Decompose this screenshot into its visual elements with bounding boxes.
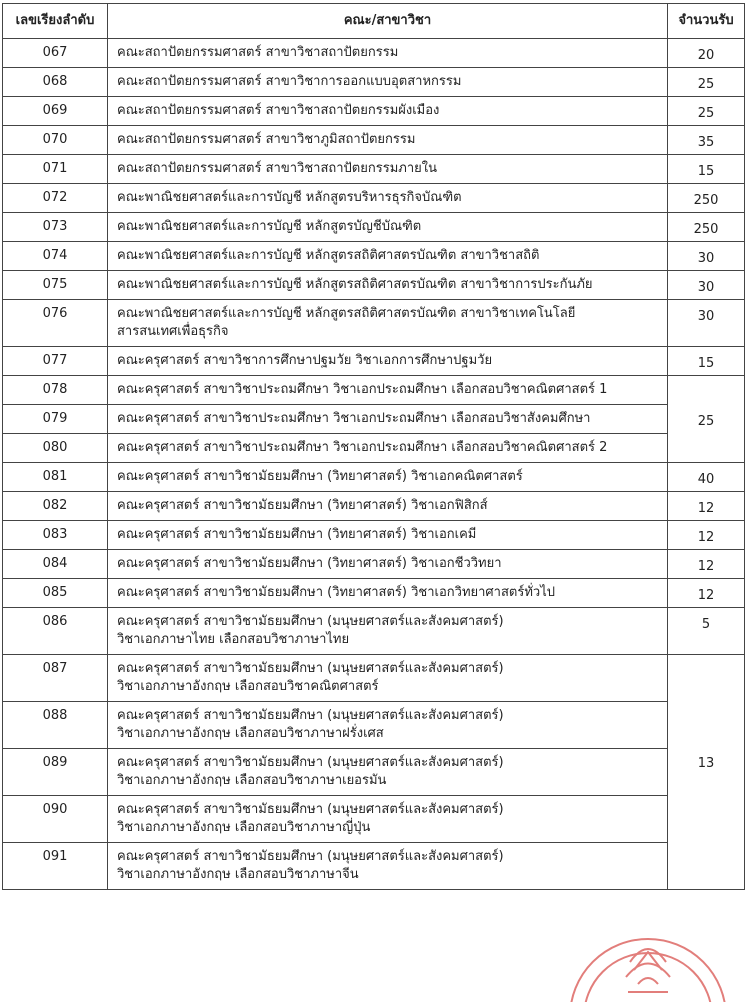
table-row xyxy=(3,242,745,271)
row-faculty: คณะสถาปัตยกรรมศาสตร์ สาขาวิชาสถาปัตยกรรมผังเมือง xyxy=(108,97,668,126)
table-row xyxy=(3,39,745,68)
row-faculty: คณะสถาปัตยกรรมศาสตร์ สาขาวิชาการออกแบบอุตสาหกรรม xyxy=(108,68,668,97)
table-row xyxy=(3,68,745,97)
row-code: 082 xyxy=(3,492,108,521)
row-seats: 30 xyxy=(668,242,745,271)
row-seats: 250 xyxy=(668,184,745,213)
row-seats: 25 xyxy=(668,68,745,97)
row-code: 085 xyxy=(3,579,108,608)
table-row xyxy=(3,655,745,702)
row-seats: 30 xyxy=(668,271,745,300)
table-row xyxy=(3,434,745,463)
row-code: 080 xyxy=(3,434,108,463)
row-faculty: คณะสถาปัตยกรรมศาสตร์ สาขาวิชาสถาปัตยกรรม xyxy=(108,39,668,68)
table-row xyxy=(3,184,745,213)
row-code: 081 xyxy=(3,463,108,492)
row-code: 067 xyxy=(3,39,108,68)
row-faculty: คณะครุศาสตร์ สาขาวิชาประถมศึกษา วิชาเอกประถมศึกษา เลือกสอบวิชาคณิตศาสตร์ 2 xyxy=(108,434,668,463)
row-code: 087 xyxy=(3,655,108,702)
row-code: 073 xyxy=(3,213,108,242)
table-row xyxy=(3,749,745,796)
row-faculty: คณะครุศาสตร์ สาขาวิชามัธยมศึกษา (มนุษยศาสตร์และสังคมศาสตร์) วิชาเอกภาษาอังกฤษ เลือกสอบวิชาภาษาเยอรมัน xyxy=(108,749,668,796)
row-code: 068 xyxy=(3,68,108,97)
row-code: 074 xyxy=(3,242,108,271)
table-row xyxy=(3,376,745,405)
row-code: 090 xyxy=(3,796,108,843)
header-row xyxy=(3,4,745,39)
table-row xyxy=(3,155,745,184)
row-code: 076 xyxy=(3,300,108,347)
table-row xyxy=(3,405,745,434)
row-faculty: คณะครุศาสตร์ สาขาวิชาประถมศึกษา วิชาเอกประถมศึกษา เลือกสอบวิชาคณิตศาสตร์ 1 xyxy=(108,376,668,405)
row-faculty: คณะครุศาสตร์ สาขาวิชาการศึกษาปฐมวัย วิชาเอกการศึกษาปฐมวัย xyxy=(108,347,668,376)
table-row xyxy=(3,843,745,890)
table-row xyxy=(3,97,745,126)
header-faculty: คณะ/สาขาวิชา xyxy=(108,4,668,39)
row-code: 078 xyxy=(3,376,108,405)
table-row xyxy=(3,271,745,300)
row-seats: 250 xyxy=(668,213,745,242)
row-faculty: คณะครุศาสตร์ สาขาวิชามัธยมศึกษา (มนุษยศาสตร์และสังคมศาสตร์) วิชาเอกภาษาอังกฤษ เลือกสอบวิชาภาษาญี่ปุ่น xyxy=(108,796,668,843)
row-seats: 12 xyxy=(668,521,745,550)
row-seats: 15 xyxy=(668,347,745,376)
table-row xyxy=(3,300,745,347)
row-seats: 35 xyxy=(668,126,745,155)
row-code: 089 xyxy=(3,749,108,796)
row-faculty: คณะครุศาสตร์ สาขาวิชาประถมศึกษา วิชาเอกประถมศึกษา เลือกสอบวิชาสังคมศึกษา xyxy=(108,405,668,434)
row-code: 072 xyxy=(3,184,108,213)
header-seats: จำนวนรับ xyxy=(668,4,745,39)
row-faculty: คณะครุศาสตร์ สาขาวิชามัธยมศึกษา (มนุษยศาสตร์และสังคมศาสตร์) วิชาเอกภาษาอังกฤษ เลือกสอบวิชาภาษาฝรั่งเศส xyxy=(108,702,668,749)
row-faculty: คณะครุศาสตร์ สาขาวิชามัธยมศึกษา (วิทยาศาสตร์) วิชาเอกเคมี xyxy=(108,521,668,550)
group-seats-primary: 25 xyxy=(668,376,745,463)
row-seats: 40 xyxy=(668,463,745,492)
row-faculty: คณะสถาปัตยกรรมศาสตร์ สาขาวิชาสถาปัตยกรรมภายใน xyxy=(108,155,668,184)
table-row xyxy=(3,550,745,579)
row-code: 086 xyxy=(3,608,108,655)
row-faculty: คณะพาณิชยศาสตร์และการบัญชี หลักสูตรสถิติศาสตรบัณฑิต สาขาวิชาเทคโนโลยี สารสนเทศเพื่อธุรกิจ xyxy=(108,300,668,347)
row-faculty: คณะครุศาสตร์ สาขาวิชามัธยมศึกษา (วิทยาศาสตร์) วิชาเอกคณิตศาสตร์ xyxy=(108,463,668,492)
row-code: 079 xyxy=(3,405,108,434)
row-seats: 20 xyxy=(668,39,745,68)
row-seats: 5 xyxy=(668,608,745,655)
row-faculty: คณะครุศาสตร์ สาขาวิชามัธยมศึกษา (มนุษยศาสตร์และสังคมศาสตร์) วิชาเอกภาษาไทย เลือกสอบวิชาภาษาไทย xyxy=(108,608,668,655)
table-row xyxy=(3,521,745,550)
table-row xyxy=(3,608,745,655)
row-seats: 30 xyxy=(668,300,745,347)
row-faculty: คณะพาณิชยศาสตร์และการบัญชี หลักสูตรสถิติศาสตรบัณฑิต สาขาวิชาสถิติ xyxy=(108,242,668,271)
table-row xyxy=(3,579,745,608)
table-row xyxy=(3,796,745,843)
row-faculty: คณะพาณิชยศาสตร์และการบัญชี หลักสูตรบัญชีบัณฑิต xyxy=(108,213,668,242)
row-seats: 12 xyxy=(668,492,745,521)
row-faculty: คณะครุศาสตร์ สาขาวิชามัธยมศึกษา (มนุษยศาสตร์และสังคมศาสตร์) วิชาเอกภาษาอังกฤษ เลือกสอบวิชาคณิตศาสตร์ xyxy=(108,655,668,702)
seal-stamp xyxy=(568,922,748,1002)
row-faculty: คณะครุศาสตร์ สาขาวิชามัธยมศึกษา (วิทยาศาสตร์) วิชาเอกวิทยาศาสตร์ทั่วไป xyxy=(108,579,668,608)
row-faculty: คณะครุศาสตร์ สาขาวิชามัธยมศึกษา (มนุษยศาสตร์และสังคมศาสตร์) วิชาเอกภาษาอังกฤษ เลือกสอบวิชาภาษาจีน xyxy=(108,843,668,890)
row-seats: 12 xyxy=(668,550,745,579)
table-row xyxy=(3,213,745,242)
table-row xyxy=(3,347,745,376)
row-code: 084 xyxy=(3,550,108,579)
row-faculty: คณะครุศาสตร์ สาขาวิชามัธยมศึกษา (วิทยาศาสตร์) วิชาเอกฟิสิกส์ xyxy=(108,492,668,521)
row-faculty: คณะพาณิชยศาสตร์และการบัญชี หลักสูตรบริหารธุรกิจบัณฑิต xyxy=(108,184,668,213)
row-code: 077 xyxy=(3,347,108,376)
admission-table xyxy=(2,3,745,890)
row-seats: 12 xyxy=(668,579,745,608)
row-seats: 25 xyxy=(668,97,745,126)
row-seats: 15 xyxy=(668,155,745,184)
seal-stamp-icon xyxy=(568,922,748,1002)
row-code: 070 xyxy=(3,126,108,155)
table-row xyxy=(3,463,745,492)
table-row xyxy=(3,702,745,749)
row-faculty: คณะสถาปัตยกรรมศาสตร์ สาขาวิชาภูมิสถาปัตยกรรม xyxy=(108,126,668,155)
row-code: 075 xyxy=(3,271,108,300)
table-row xyxy=(3,492,745,521)
row-code: 069 xyxy=(3,97,108,126)
group-seats-english: 13 xyxy=(668,655,745,890)
header-code: เลขเรียงลำดับ xyxy=(3,4,108,39)
row-code: 091 xyxy=(3,843,108,890)
row-faculty: คณะครุศาสตร์ สาขาวิชามัธยมศึกษา (วิทยาศาสตร์) วิชาเอกชีววิทยา xyxy=(108,550,668,579)
table-row xyxy=(3,126,745,155)
row-code: 088 xyxy=(3,702,108,749)
row-code: 071 xyxy=(3,155,108,184)
row-code: 083 xyxy=(3,521,108,550)
row-faculty: คณะพาณิชยศาสตร์และการบัญชี หลักสูตรสถิติศาสตรบัณฑิต สาขาวิชาการประกันภัย xyxy=(108,271,668,300)
